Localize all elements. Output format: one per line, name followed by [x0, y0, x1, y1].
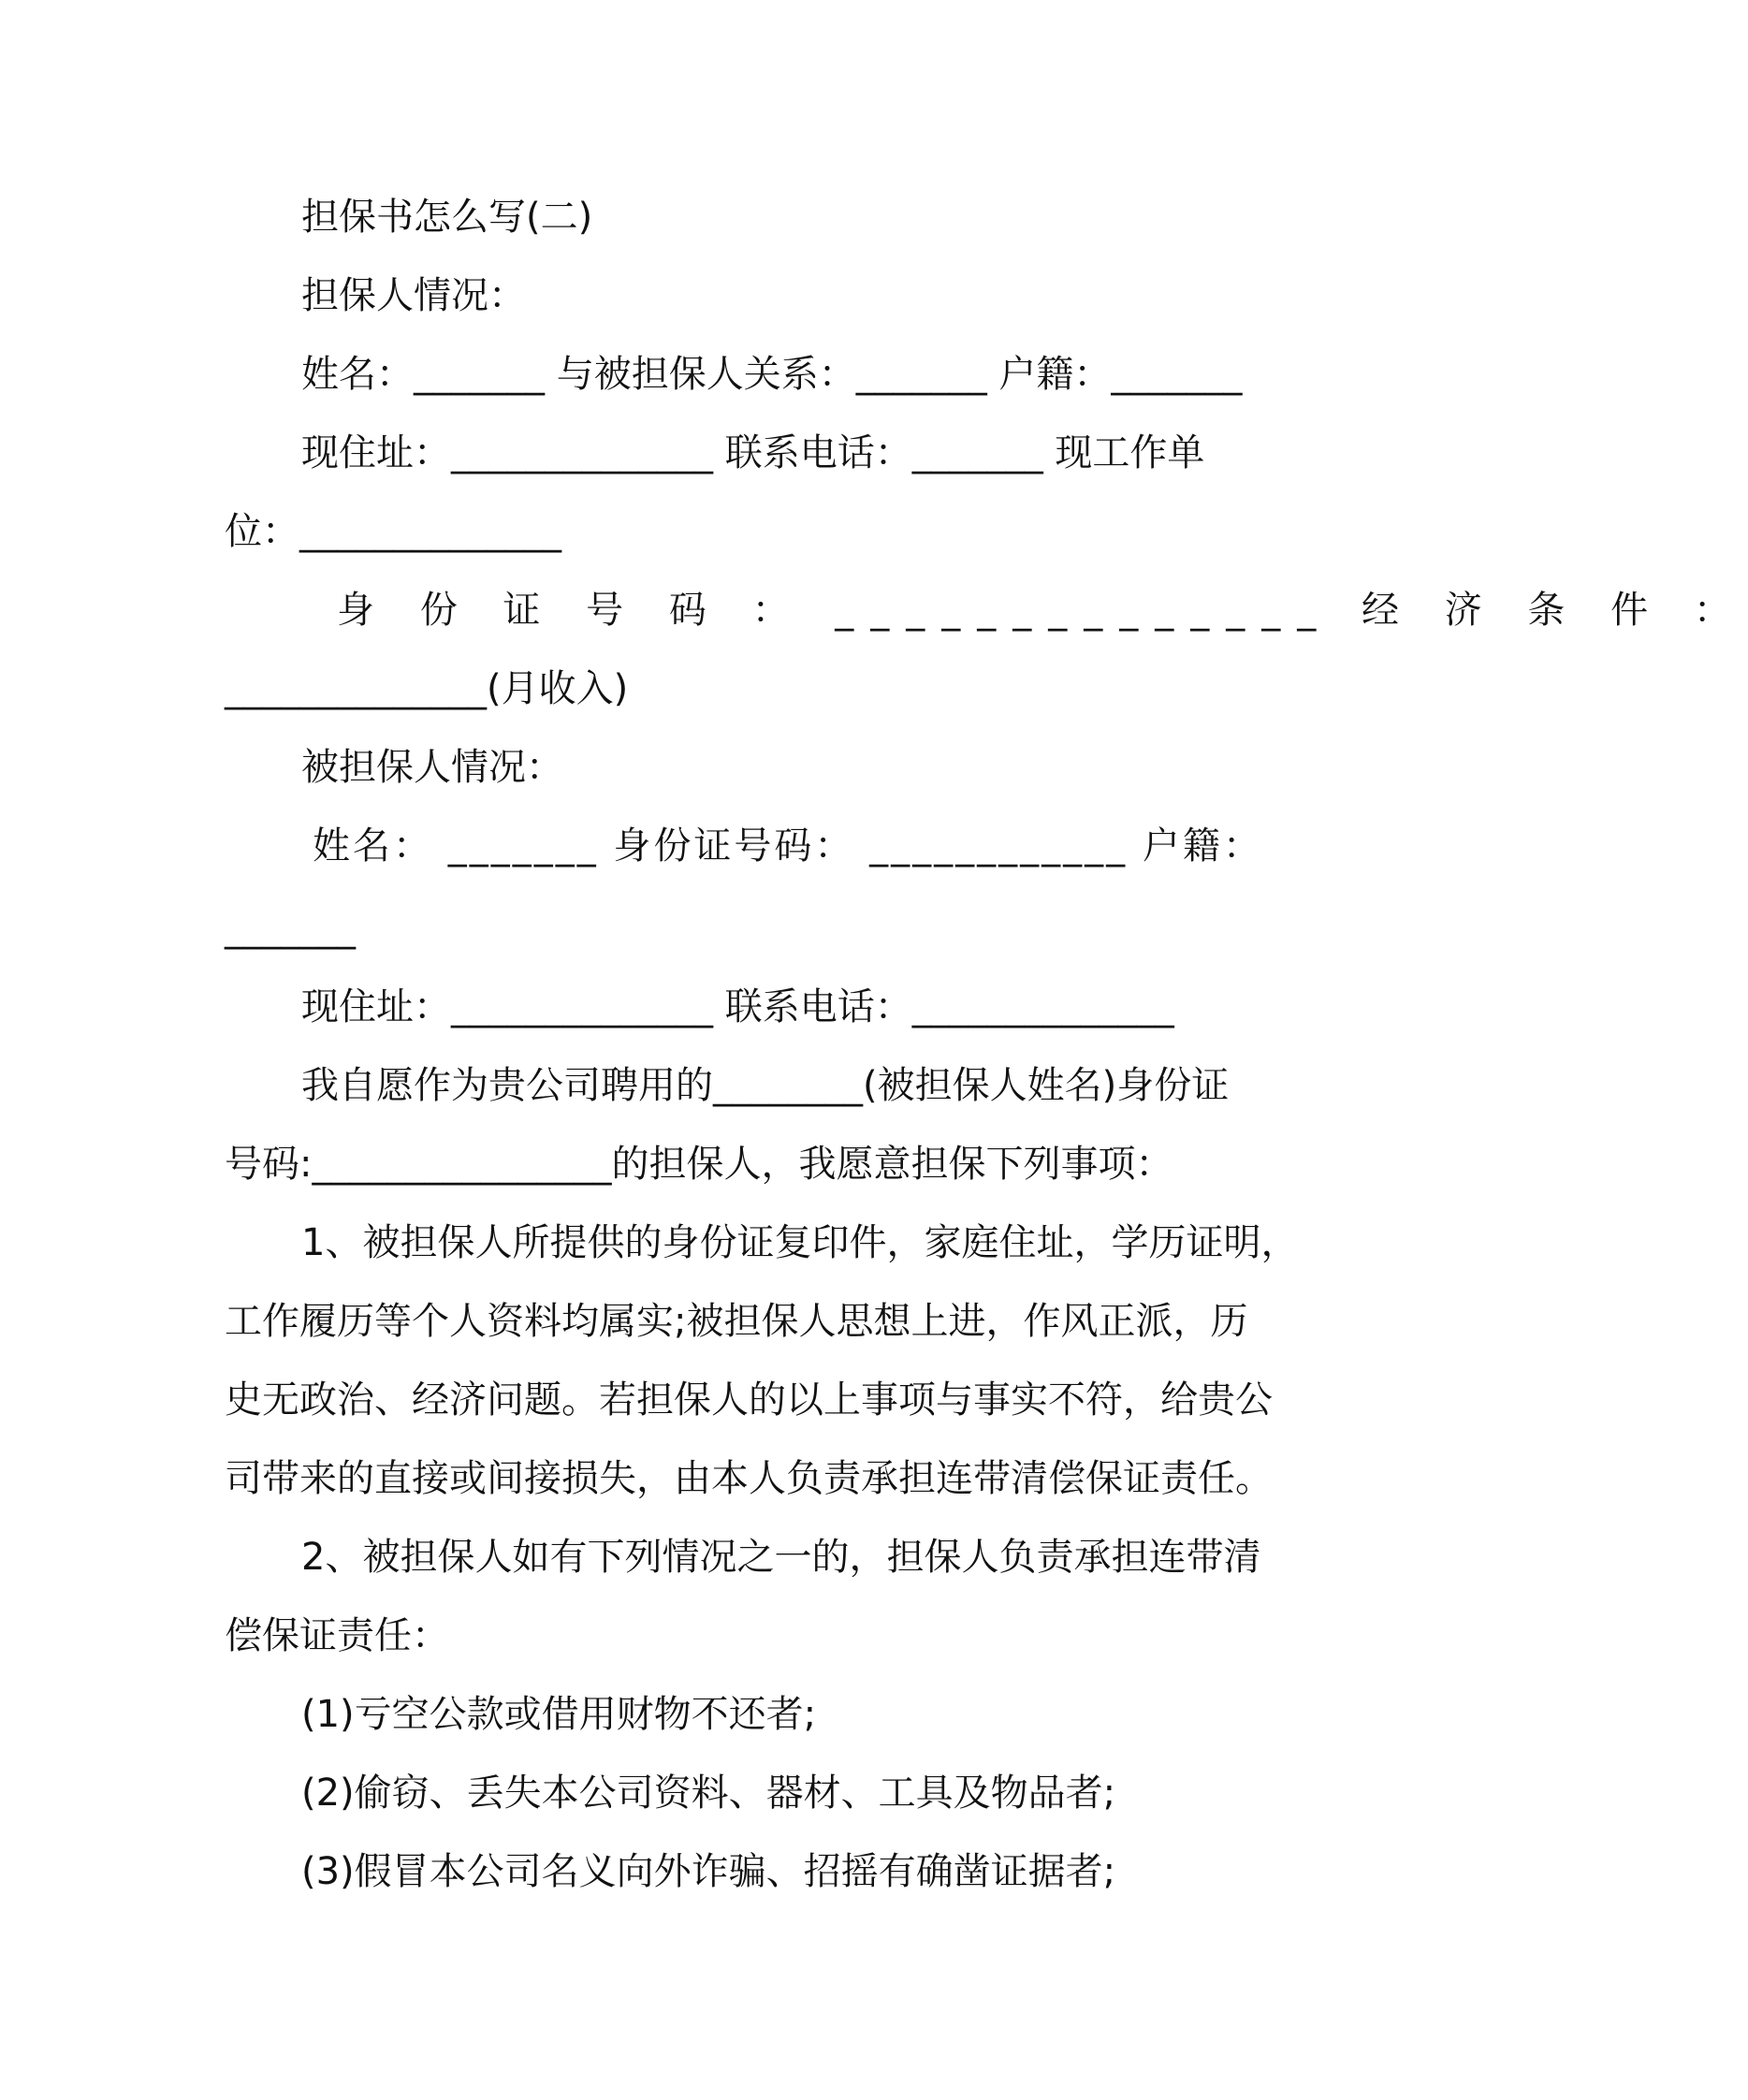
guarantor-info-line: 姓名：_______ 与被担保人关系：_______ 户籍：_______	[301, 353, 1243, 396]
guarantor-info-line: 身 份 证 号 码 ： ______________ 经 济 条 件 ：	[337, 589, 1748, 632]
statement-line: 号码:________________的担保人，我愿意担保下列事项：	[225, 1143, 1173, 1186]
item-1-line: 史无政治、经济问题。若担保人的以上事项与事实不符，给贵公	[225, 1378, 1273, 1422]
guarantor-info-line: ______________(月收入)	[225, 667, 629, 710]
statement-line: 我自愿作为贵公司聘用的________(被担保人姓名)身份证	[301, 1064, 1230, 1107]
guaranteed-info-line: 现住址：______________ 联系电话：______________	[301, 985, 1174, 1028]
item-1-line: 1、被担保人所提供的身份证复印件，家庭住址，学历证明，	[301, 1221, 1299, 1264]
guarantor-info-line: 现住址：______________ 联系电话：_______ 现工作单	[301, 431, 1205, 474]
item-1-line: 工作履历等个人资料均属实;被担保人思想上进，作风正派，历	[225, 1300, 1248, 1343]
guaranteed-heading: 被担保人情况：	[301, 746, 563, 789]
guaranteed-info-line: 姓名： _______ 身份证号码： ____________ 户籍：	[313, 824, 1263, 868]
guarantor-info-line: 位：______________	[225, 510, 561, 553]
guaranteed-info-line: _______	[225, 907, 356, 950]
sub-item-3: (3)假冒本公司名义向外诈骗、招摇有确凿证据者;	[301, 1850, 1116, 1893]
document-title: 担保书怎么写(二)	[301, 196, 593, 239]
item-2-line: 偿保证责任：	[225, 1614, 449, 1657]
guarantor-heading: 担保人情况：	[301, 274, 526, 317]
sub-item-2: (2)偷窃、丢失本公司资料、器材、工具及物品者;	[301, 1772, 1116, 1815]
item-1-line: 司带来的直接或间接损失，由本人负责承担连带清偿保证责任。	[225, 1457, 1273, 1500]
item-2-line: 2、被担保人如有下列情况之一的，担保人负责承担连带清	[301, 1536, 1261, 1579]
sub-item-1: (1)亏空公款或借用财物不还者;	[301, 1693, 817, 1736]
